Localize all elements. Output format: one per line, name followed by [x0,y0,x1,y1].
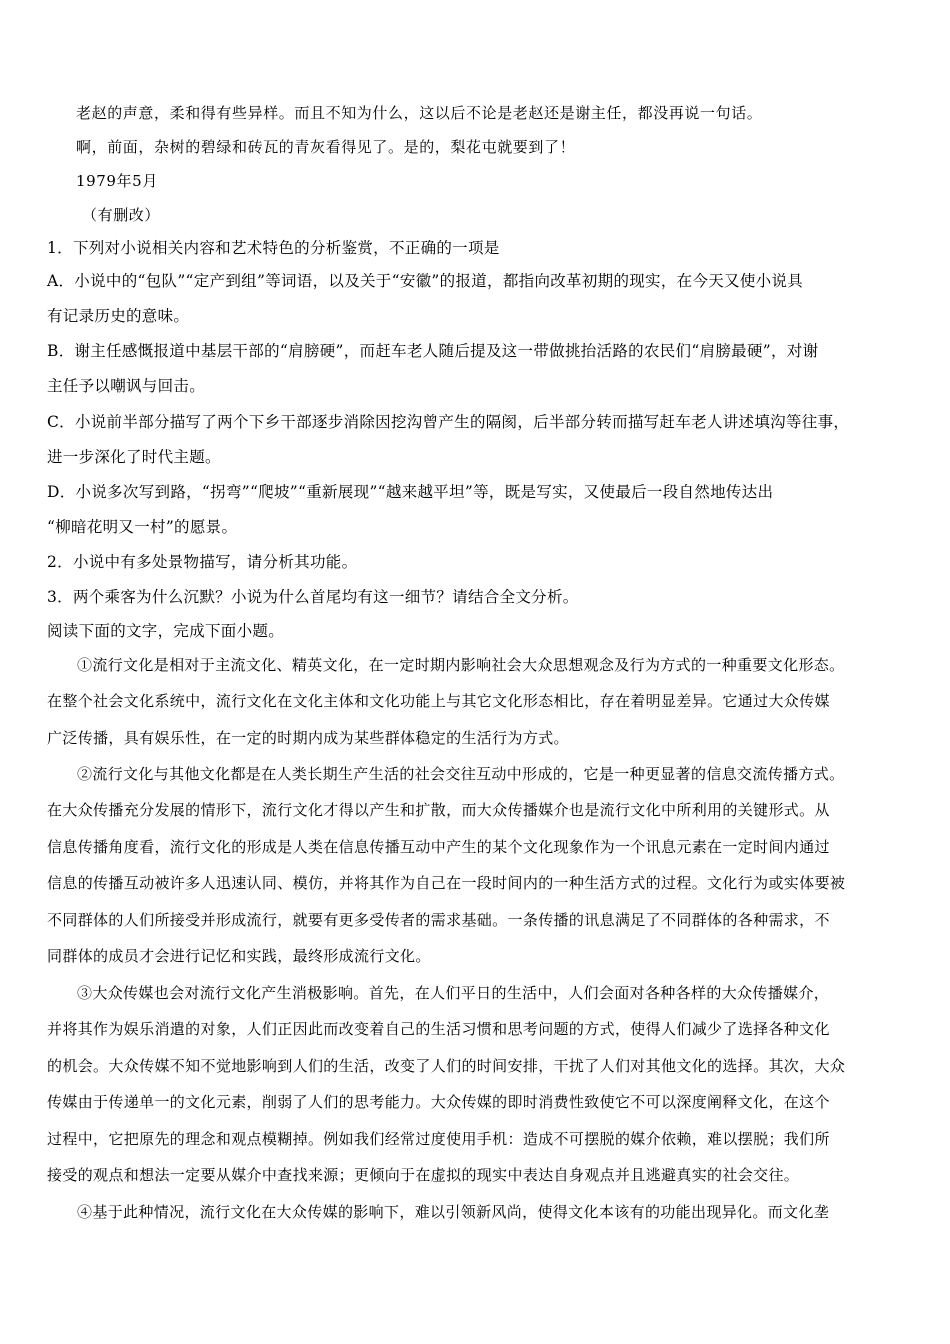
paragraph-2-line: 在大众传播充分发展的情形下，流行文化才得以产生和扩散，而大众传播媒介也是流行文化中所利用的关键形式。从 [47,801,830,819]
reading-instruction: 阅读下面的文字，完成下面小题。 [47,622,285,640]
option-b-line-1: B．谢主任感慨报道中基层干部的“肩膀硬”，而赶车老人随后提及这一带做挑抬活路的农民们“肩膀最硬”，对谢 [47,342,819,360]
option-a-line-1: A．小说中的“包队”“定产到组”等词语，以及关于“安徽”的报道，都指向改革初期的现实，在今天又使小说具 [47,272,804,290]
question-2: 2．小说中有多处景物描写，请分析其功能。 [47,553,358,571]
paragraph-2-line: 信息传播角度看，流行文化的形成是人类在信息传播互动中产生的某个文化现象作为一个讯息元素在一定时间内通过 [47,838,830,856]
paragraph-2-line: 不同群体的人们所接受并形成流行，就要有更多受传者的需求基础。一条传播的讯息满足了不同群体的各种需求，不 [47,911,830,929]
paragraph-4-line: ④基于此种情况，流行文化在大众传媒的影响下，难以引领新风尚，使得文化本该有的功能出现异化。而文化垄 [77,1203,830,1221]
paragraph-3-line: ③大众传媒也会对流行文化产生消极影响。首先，在人们平日的生活中，人们会面对各种各样的大众传播媒介， [77,984,830,1002]
option-c-line-1: C．小说前半部分描写了两个下乡干部逐步消除因挖沟曾产生的隔阂，后半部分转而描写赶车老人讲述填沟等往事， [47,413,850,431]
paragraph-1-line: 在整个社会文化系统中，流行文化在文化主体和文化功能上与其它文化形态相比，存在着明显差异。它通过大众传媒 [47,692,830,710]
option-c-line-2: 进一步深化了时代主题。 [47,448,221,466]
question-3: 3．两个乘客为什么沉默？小说为什么首尾均有这一细节？请结合全文分析。 [47,588,579,606]
paragraph-3-line: 的机会。大众传媒不知不觉地影响到人们的生活，改变了人们的时间安排，干扰了人们对其他文化的选择。其次，大众 [47,1057,846,1075]
paragraph-1-line: 广泛传播，具有娱乐性，在一定的时期内成为某些群体稳定的生活行为方式。 [47,729,569,747]
paragraph-2-line: 信息的传播互动被许多人迅速认同、模仿，并将其作为自己在一段时间内的一种生活方式的过程。文化行为或实体要被 [47,874,846,892]
option-d-line-1: D．小说多次写到路，“拐弯”“爬坡”“重新展现”“越来越平坦”等，既是写实，又使最后一段自然地传达出 [47,483,774,501]
paragraph-1-line: ①流行文化是相对于主流文化、精英文化，在一定时期内影响社会大众思想观念及行为方式的一种重要文化形态。 [77,656,845,674]
story-line: 老赵的声意，柔和得有些异样。而且不知为什么，这以后不论是老赵还是谢主任，都没再说一句话。 [76,104,763,122]
paragraph-3-line: 并将其作为娱乐消遣的对象，人们正因此而改变着自己的生活习惯和思考问题的方式，使得人们减少了选择各种文化 [47,1020,830,1038]
paragraph-3-line: 过程中，它把原先的理念和观点模糊掉。例如我们经常过度使用手机：造成不可摆脱的媒介依赖，难以摆脱；我们所 [47,1130,830,1148]
option-a-line-2: 有记录历史的意味。 [47,307,190,325]
story-date: 1979年5月 [76,172,158,190]
paragraph-2-line: 同群体的成员才会进行记忆和实践，最终形成流行文化。 [47,947,431,965]
story-line: 啊，前面，杂树的碧绿和砖瓦的青灰看得见了。是的，梨花屯就要到了！ [76,138,576,156]
paragraph-3-line: 传媒由于传递单一的文化元素，削弱了人们的思考能力。大众传媒的即时消费性致使它不可以深度阐释文化，在这个 [47,1093,830,1111]
paragraph-2-line: ②流行文化与其他文化都是在人类长期生产生活的社会交往互动中形成的，它是一种更显著的信息交流传播方式。 [77,765,845,783]
option-b-line-2: 主任予以嘲讽与回击。 [47,377,206,395]
question-1-stem: 1．下列对小说相关内容和艺术特色的分析鉴赏，不正确的一项是 [47,239,500,257]
story-note: （有删改） [82,206,161,224]
option-d-line-2: “柳暗花明又一村”的愿景。 [47,518,238,536]
paragraph-3-line: 接受的观点和想法一定要从媒介中查找来源；更倾向于在虚拟的现实中表达自身观点并且逃避真实的社会交往。 [47,1166,800,1184]
